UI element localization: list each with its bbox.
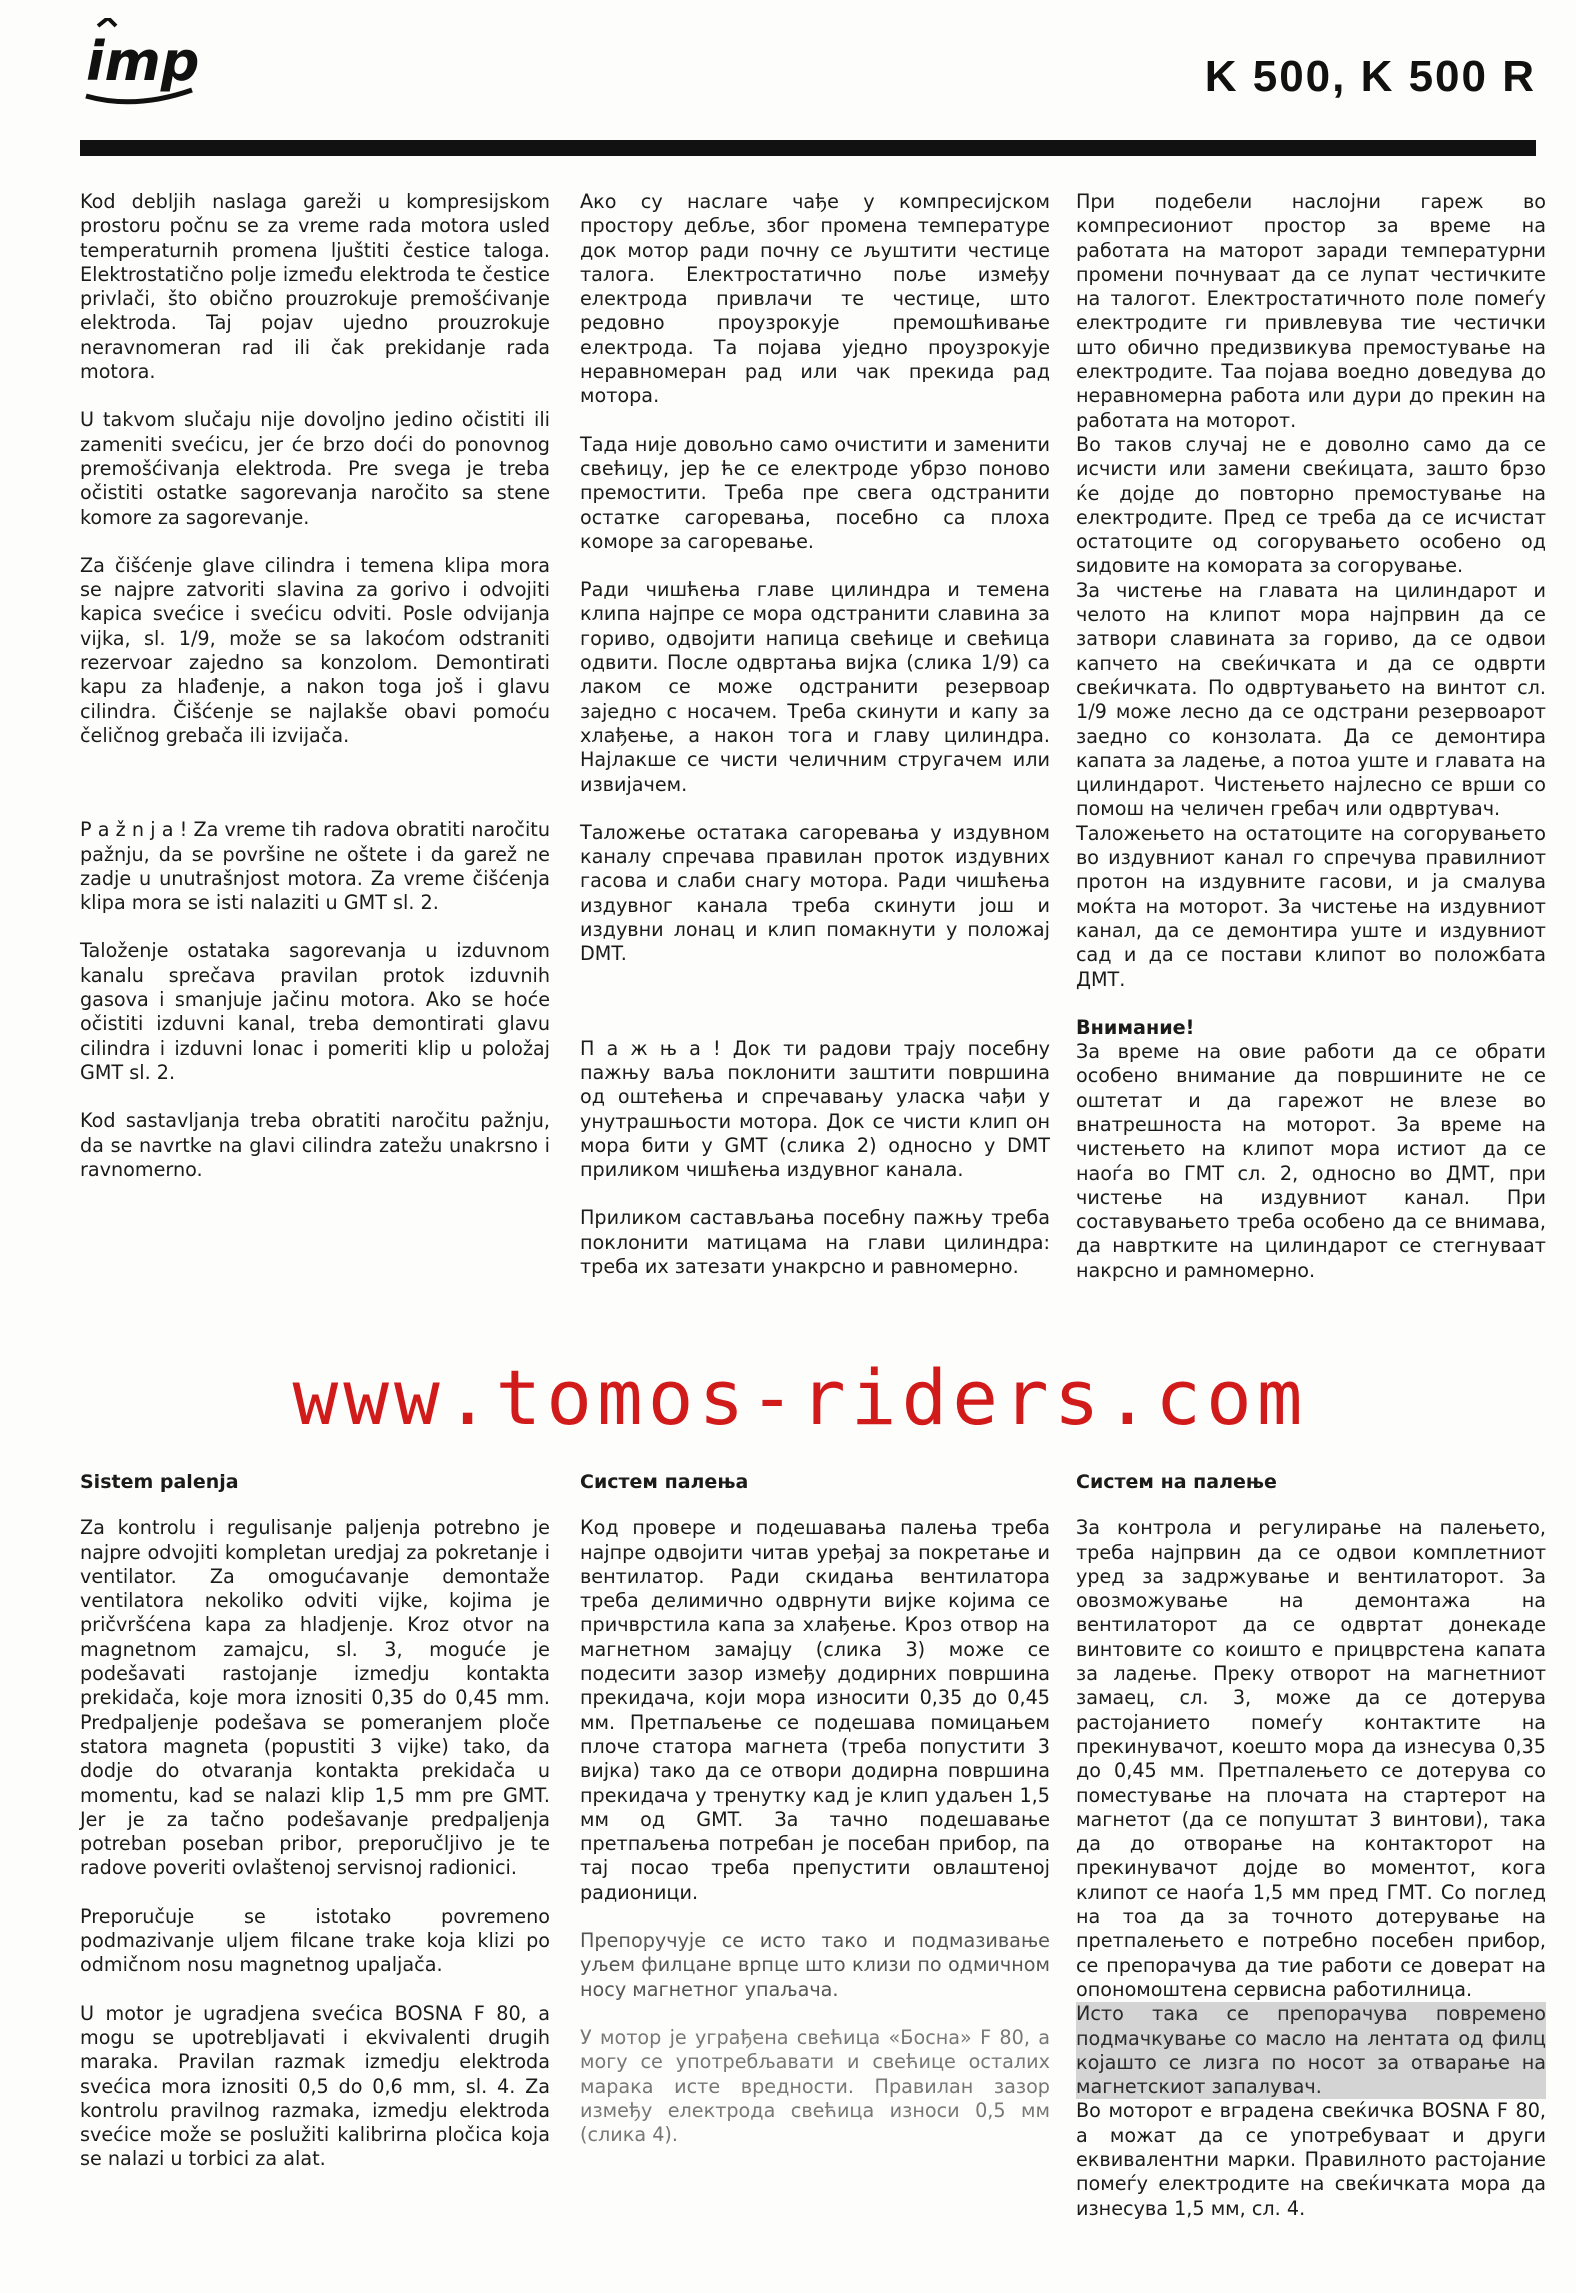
paragraph: За чистење на главата на цилиндарот и челото на клипот мора најпрвин да се затвори славината за гориво, да се одвои капчето на свеќичката и да се одврти свеќичката. По одвртувањето на винтот сл. 1/9 може лесно да се одстрани резервоарот заедно со конзолата. Да се демонтира капата за ладење, а потоа уште и главата на цилиндарот. Чистењето најлесно се врши со помош на челичен гребач или одвртувач. xyxy=(1076,578,1546,821)
column-latin-top xyxy=(80,190,550,1206)
paragraph: За време на овие работи да се обрати особено внимание да површините не се оштетат и да гарежот не влезе во внатрешноста на моторот. За време на чистењето на клипот мора истиот да се наоѓа во ГМТ сл. 2, односно во ДМТ, при чистење на издувниот канал. При составувањето треба особено да се внимава, да навртките на цилиндарот се стегнуваат накрсно и рамномерно. xyxy=(1076,1040,1546,1282)
section-heading: Систем на палење xyxy=(1076,1471,1277,1493)
paragraph: Во таков случај не е доволно само да се исчисти или замени свеќицата, зашто брзо ќе дојде до повторно премостување на електродите. Пред се треба да се исчистат остатоците од согорувањето особено од ѕидовите на комората за согорување. xyxy=(1076,432,1546,578)
paragraph: Ради чишћења главе цилиндра и темена клипа најпре се мора одстранити славина за гориво, одвојити напица свећице и свећица одвити. После одвртања вијка (слика 1/9) са лаком се може одстранити резервоар заједно с носачем. Треба скинути и капу за хлађење, а након тога и главу цилиндра. Најлакше се чисти челичним стругачем или извијачем. xyxy=(580,578,1050,796)
paragraph: U takvom slučaju nije dovoljno jedino očistiti ili zameniti svećicu, jer će brzo doći do ponovnog premošćivanja elektroda. Pre svega je treba očistiti ostatke sagorevanja naročito sa stene komore za sagorevanje. xyxy=(80,408,550,529)
paragraph: Kod sastavljanja treba obratiti naročitu pažnju, da se navrtke na glavi cilindra zatežu unakrsno i ravnomerno. xyxy=(80,1109,550,1181)
column-macedonian-bottom xyxy=(1076,1470,1546,2221)
paragraph: Тада није довољно само очистити и заменити свећицу, јер ће се електроде убрзо поново премостити. Треба пре свега одстранити остатке сагоревања, посебно са плоха коморе за сагоревање. xyxy=(580,432,1050,553)
paragraph: Kod debljih naslaga gareži u kompresijskom prostoru počnu se za vreme rada motora usled temperaturnih promena ljuštiti čestice taloga. Elektrostatično polje između elektroda te čestice privlači, što obično prouzrokuje premošćivanje elektroda. Taj pojav ujedno prouzrokuje neravnomeran rad ili čak prekidanje rada motora. xyxy=(80,190,550,384)
paragraph: Ако су наслаге чађе у компресијском простору дебље, због промена температуре док мотор ради почну се љуштити честице талога. Електростатично поље између електрода привлачи те честице, што редовно проузрокује премошћивање електрода. Та појава уједно проузрокује неравномеран рад или чак прекида рад мотора. xyxy=(580,190,1050,408)
paragraph: Во моторот е вградена свеќичка BOSNA F 80, а можат да се употребуваат и други еквивалентни марки. Правилното растојание помеѓу електродите на свеќичката мора да изнесува 1,5 мм, сл. 4. xyxy=(1076,2099,1546,2220)
paragraph: Taloženje ostataka sagorevanja u izduvnom kanalu sprečava pravilan protok izduvnih gasova i smanjuje jačinu motora. Ako se hoće očistiti izduvni kanal, treba demontirati glavu cilindra i izduvni lonac i pomeriti klip u položaj GMT sl. 2. xyxy=(80,939,550,1084)
paragraph: Таложењето на остатоците на согорувањето во издувниот канал го спречува правилниот протон на издувните гасови, и ја смалува моќта на моторот. За чистење на издувниот канал, да се демонтира уште и издувниот сад и да се постави клипот во положбата ДМТ. xyxy=(1076,821,1546,991)
logo-text: imp xyxy=(86,30,200,93)
paragraph: P a ž n j a ! Za vreme tih radova obratiti naročitu pažnju, da se površine ne oštete i da garež ne zadje u unutrašnjost motora. Za vreme čišćenja klipa mora se isti nalaziti u GMT sl. 2. xyxy=(80,818,550,915)
imp-logo xyxy=(80,18,200,110)
paragraph: Таложење остатака сагоревања у издувном каналу спречава правилан проток издувних гасова и слаби снагу мотора. Ради чишћења издувног канала треба скинути још и издувни лонац и клип помакнути у положај DMT. xyxy=(580,820,1050,966)
model-title: K 500, K 500 R xyxy=(1204,52,1536,101)
section-heading: Систем палења xyxy=(580,1471,749,1493)
paragraph: Исто така се препорачува повремено подмачкување со масло на лентата од филц којашто се лизга по носот за отварање на магнетскиот запалувач. xyxy=(1076,2002,1546,2099)
header-rule xyxy=(80,140,1536,156)
paragraph: Препоручује се исто тако и подмазивање уљем филцане врпце што клизи по одмичном носу магнетног упаљача. xyxy=(580,1929,1050,2001)
section-subheading: Внимание! xyxy=(1076,1015,1195,1039)
section-heading: Sistem palenja xyxy=(80,1471,239,1493)
watermark-url: www.tomos-riders.com xyxy=(292,1353,1308,1442)
paragraph: Код провере и подешавања палења треба најпре одвојити читав уређај за покретање и вентилатор. Ради скидања вентилатора треба делимично одврнути вијке којима се причврстила капа за хлађење. Кроз отвор на магнетном замајцу (слика 3) може се подесити зазор између додирних површина прекидача, који мора износити 0,35 до 0,45 мм. Претпаљење се подешава помицањем плоче статора магнета (треба попустити 3 вијка) тако да се отвори додирна површина прекидача у тренутку кад је клип удаљен 1,5 мм од GMT. За тачно подешавање претпаљења потребан је посебан прибор, па тај посао треба препустити овлаштеној радионици. xyxy=(580,1516,1050,1904)
paragraph: Za čišćenje glave cilindra i temena klipa mora se najpre zatvoriti slavina za gorivo i odvojiti kapica svećice i svećicu odviti. Posle odvijanja vijka, sl. 1/9, može se sa lakoćom odstraniti rezervoar zajedno sa konzolom. Demontirati kapu za hlađenje, a nakon toga još i glavu cilindra. Čišćenje se najlakše obavi pomoću čeličnog grebača ili izvijača. xyxy=(80,553,550,747)
paragraph: Preporučuje se istotako povremeno podmazivanje uljem filcane trake koja klizi po odmičnom nosu magnetnog upaljača. xyxy=(80,1904,550,1977)
column-macedonian-top xyxy=(1076,190,1546,1307)
column-latin-bottom xyxy=(80,1470,550,2196)
column-cyrillic-top xyxy=(580,190,1050,1303)
paragraph: При подебели наслојни гареж во компресиониот простор за време на работата на маторот заради температурни промени почнуваат да се лупат честичките на талогот. Електростатичното поле помеѓу електродите ги привлевува тие честички што обично предизвикува премостување на електродите. Таа појава воедно доведува до неравномерна работа или дури до прекин на работата на моторот. xyxy=(1076,190,1546,432)
paragraph: У мотор је уграђена свећица «Босна» F 80, а могу се употребљавати и свећице осталих марака исте вредности. Правилан зазор између електрода свећица износи 0,5 мм (слика 4). xyxy=(580,2025,1050,2147)
paragraph: U motor je ugradjena svećica BOSNA F 80, a mogu se upotrebljavati i ekvivalenti drugih maraka. Pravilan razmak izmedju elektroda svećica mora iznositi 0,5 do 0,6 mm, sl. 4. Za kontrolu pravilnog razmaka, izmedju elektroda svećice može se poslužiti kalibrirna pločica koja se nalazi u torbici za alat. xyxy=(80,2001,550,2171)
paragraph: Приликом састављања посебну пажњу треба поклонити матицама на глави цилиндра: треба их затезати унакрсно и равномерно. xyxy=(580,1206,1050,1278)
paragraph: Za kontrolu i regulisanje paljenja potrebno je najpre odvojiti kompletan uredjaj za pokretanje i ventilator. Za omogućavanje demontaže ventilatora nekoliko odviti vijke, kojima je pričvršćena kapa za hladjenje. Kroz otvor na magnetnom zamajcu, sl. 3, moguće je podešavati rastojanje izmedju kontakta prekidača, koje mora iznositi 0,35 do 0,45 mm. Predpaljenje podešava se pomeranjem ploče statora magneta (popustiti 3 vijke) tako, da dodje do otvaranja kontakta prekidača u momentu, kad se nalazi klip 1,5 mm pre GMT. Jer je za tačno podešavanje predpaljenja potreban poseban pribor, preporučljivo je te radove poveriti ovlaštenoj servisnoj radionici. xyxy=(80,1516,550,1880)
paragraph: За контрола и регулирање на палењето, треба најпрвин да се одвои комплетниот уред за задржување и вентилаторот. За овозможување на демонтажа на вентилаторот да се одвртат донекаде винтовите со коишто е прицврстена капата за ладење. Преку отворот на магнетниот замаец, сл. 3, може да се дотерува растојанието помеѓу контактите на прекинувачот, коешто мора да изнесува 0,35 до 0,45 мм. Претпалењето се дотерува со поместување на плочата на стартерот на магнетот (да се попуштат 3 винтови), така да до отворање на контакторот на прекинувачот дојде во моментот, кога клипот се наоѓа 1,5 мм пред ГМТ. Со поглед на тоа да за точното дотерување на претпалењето е потребно посебен прибор, се препорачува да тие работи се доверат на опономоштена сервисна работилница. xyxy=(1076,1516,1546,2001)
paragraph: П а ж њ а ! Док ти радови трају посебну пажњу ваља поклонити заштити површина од оштећења и спречавању уласка чађи у унутрашњости мотора. Док се чисти клип он мора бити у GMT (слика 2) односно у DMT приликом чишћења издувног канала. xyxy=(580,1036,1050,1182)
column-cyrillic-bottom xyxy=(580,1470,1050,2171)
